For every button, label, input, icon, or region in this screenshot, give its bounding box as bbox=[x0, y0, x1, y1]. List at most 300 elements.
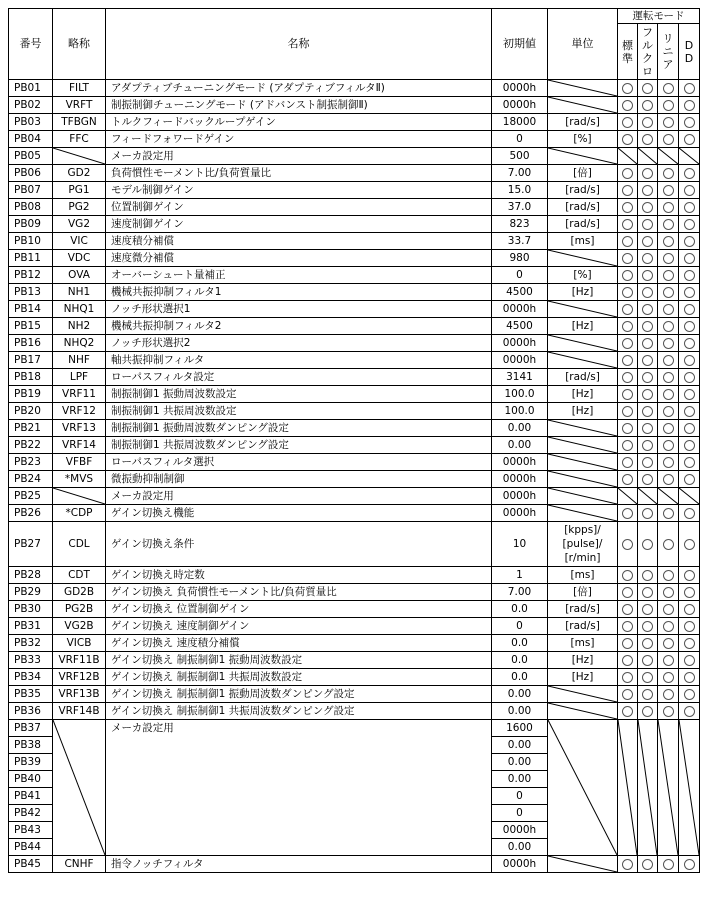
param-init: 100.0 bbox=[492, 403, 548, 420]
reserved-mode-slash bbox=[638, 720, 657, 855]
applicable-circle-icon bbox=[684, 587, 695, 598]
mode-applicable-cell bbox=[679, 618, 700, 635]
applicable-circle-icon bbox=[684, 355, 695, 366]
param-abbr: FFC bbox=[53, 131, 106, 148]
param-no: PB22 bbox=[9, 437, 53, 454]
applicable-circle-icon bbox=[663, 321, 674, 332]
mode-applicable-cell bbox=[658, 386, 679, 403]
param-abbr bbox=[53, 148, 106, 165]
param-abbr: NH1 bbox=[53, 284, 106, 301]
param-name: ローパスフィルタ設定 bbox=[106, 369, 492, 386]
param-unit: [Hz] bbox=[548, 386, 618, 403]
applicable-circle-icon bbox=[622, 638, 633, 649]
param-init: 0000h bbox=[492, 80, 548, 97]
header-mode-char: 準 bbox=[622, 51, 633, 65]
param-no: PB32 bbox=[9, 635, 53, 652]
param-init: 0000h bbox=[492, 335, 548, 352]
param-abbr: VFBF bbox=[53, 454, 106, 471]
reserved-abbr-cell bbox=[53, 720, 106, 856]
mode-applicable-cell bbox=[658, 522, 679, 567]
mode-applicable-cell bbox=[658, 131, 679, 148]
param-name: 速度微分補償 bbox=[106, 250, 492, 267]
param-init: 823 bbox=[492, 216, 548, 233]
applicable-circle-icon bbox=[663, 202, 674, 213]
param-name: トルクフィードバックループゲイン bbox=[106, 114, 492, 131]
param-abbr: *CDP bbox=[53, 505, 106, 522]
param-init: 500 bbox=[492, 148, 548, 165]
mode-applicable-cell bbox=[618, 471, 638, 488]
applicable-circle-icon bbox=[684, 134, 695, 145]
mode-applicable-cell bbox=[658, 584, 679, 601]
param-abbr: CDT bbox=[53, 567, 106, 584]
parameter-row bbox=[9, 635, 700, 652]
applicable-circle-icon bbox=[642, 134, 653, 145]
header-mode-char: 標 bbox=[622, 38, 633, 52]
mode-applicable-cell bbox=[638, 618, 658, 635]
mode-applicable-cell bbox=[618, 584, 638, 601]
param-init: 18000 bbox=[492, 114, 548, 131]
param-no: PB13 bbox=[9, 284, 53, 301]
param-unit: [rad/s] bbox=[548, 182, 618, 199]
applicable-circle-icon bbox=[684, 621, 695, 632]
applicable-circle-icon bbox=[622, 423, 633, 434]
applicable-circle-icon bbox=[622, 389, 633, 400]
applicable-circle-icon bbox=[663, 83, 674, 94]
param-unit bbox=[548, 301, 618, 318]
mode-applicable-cell bbox=[658, 114, 679, 131]
param-name: ゲイン切換え 速度制御ゲイン bbox=[106, 618, 492, 635]
param-name: メーカ設定用 bbox=[106, 148, 492, 165]
applicable-circle-icon bbox=[684, 474, 695, 485]
mode-applicable-cell bbox=[679, 454, 700, 471]
param-name: 制振制御1 共振周波数ダンピング設定 bbox=[106, 437, 492, 454]
parameter-row bbox=[9, 80, 700, 97]
param-name: モデル制御ゲイン bbox=[106, 182, 492, 199]
applicable-circle-icon bbox=[663, 457, 674, 468]
param-init: 0.00 bbox=[492, 839, 548, 856]
param-init: 0.00 bbox=[492, 737, 548, 754]
param-abbr: VRF13 bbox=[53, 420, 106, 437]
applicable-circle-icon bbox=[642, 689, 653, 700]
mode-applicable-cell bbox=[638, 652, 658, 669]
applicable-circle-icon bbox=[684, 117, 695, 128]
mode-applicable-cell bbox=[618, 618, 638, 635]
header-mode-char: ニ bbox=[662, 45, 674, 58]
mode-applicable-cell bbox=[679, 233, 700, 250]
param-no: PB16 bbox=[9, 335, 53, 352]
mode-applicable-cell bbox=[679, 669, 700, 686]
reserved-mode-slash bbox=[679, 720, 699, 855]
unit-slash bbox=[548, 80, 617, 96]
mode-applicable-cell bbox=[618, 703, 638, 720]
mode-applicable-cell bbox=[618, 669, 638, 686]
param-no: PB38 bbox=[9, 737, 53, 754]
param-no: PB27 bbox=[9, 522, 53, 567]
mode-applicable-cell bbox=[638, 386, 658, 403]
applicable-circle-icon bbox=[684, 236, 695, 247]
param-unit: [rad/s] bbox=[548, 618, 618, 635]
mode-applicable-cell bbox=[679, 199, 700, 216]
mode-applicable-cell bbox=[658, 318, 679, 335]
param-no: PB37 bbox=[9, 720, 53, 737]
param-init: 100.0 bbox=[492, 386, 548, 403]
mode-not-applicable-cell bbox=[679, 488, 700, 505]
param-no: PB08 bbox=[9, 199, 53, 216]
applicable-circle-icon bbox=[684, 372, 695, 383]
param-init: 0 bbox=[492, 131, 548, 148]
param-abbr: GD2B bbox=[53, 584, 106, 601]
applicable-circle-icon bbox=[663, 423, 674, 434]
applicable-circle-icon bbox=[642, 117, 653, 128]
applicable-circle-icon bbox=[642, 457, 653, 468]
applicable-circle-icon bbox=[684, 338, 695, 349]
applicable-circle-icon bbox=[684, 287, 695, 298]
header-mode-char: リ bbox=[662, 32, 674, 45]
mode-applicable-cell bbox=[618, 686, 638, 703]
param-init: 0000h bbox=[492, 97, 548, 114]
mode-applicable-cell bbox=[679, 267, 700, 284]
param-unit: [Hz] bbox=[548, 284, 618, 301]
applicable-circle-icon bbox=[622, 236, 633, 247]
parameter-row bbox=[9, 267, 700, 284]
param-no: PB30 bbox=[9, 601, 53, 618]
param-init: 0.00 bbox=[492, 420, 548, 437]
header-mode-char: D bbox=[684, 51, 694, 65]
mode-applicable-cell bbox=[679, 335, 700, 352]
mode-applicable-cell bbox=[618, 652, 638, 669]
param-name: ゲイン切換え 制振制御1 共振周波数設定 bbox=[106, 669, 492, 686]
unit-slash bbox=[548, 488, 617, 504]
mode-not-applicable-cell bbox=[638, 148, 658, 165]
param-name: 負荷慣性モーメント比/負荷質量比 bbox=[106, 165, 492, 182]
applicable-circle-icon bbox=[684, 440, 695, 451]
parameter-row bbox=[9, 584, 700, 601]
parameter-row bbox=[9, 97, 700, 114]
param-no: PB40 bbox=[9, 771, 53, 788]
param-init: 0.0 bbox=[492, 635, 548, 652]
param-unit bbox=[548, 522, 618, 567]
reserved-unit-cell bbox=[548, 720, 618, 856]
mode-applicable-cell bbox=[679, 686, 700, 703]
param-abbr: VRF13B bbox=[53, 686, 106, 703]
applicable-circle-icon bbox=[642, 100, 653, 111]
parameter-row bbox=[9, 352, 700, 369]
mode-applicable-cell bbox=[638, 369, 658, 386]
unit-slash bbox=[548, 250, 617, 266]
parameter-row bbox=[9, 703, 700, 720]
param-abbr: VG2B bbox=[53, 618, 106, 635]
mode-applicable-cell bbox=[638, 250, 658, 267]
param-unit bbox=[548, 335, 618, 352]
mode-applicable-cell bbox=[618, 165, 638, 182]
applicable-circle-icon bbox=[684, 321, 695, 332]
applicable-circle-icon bbox=[684, 185, 695, 196]
param-name: 機械共振抑制フィルタ2 bbox=[106, 318, 492, 335]
param-init: 0.0 bbox=[492, 669, 548, 686]
mode-applicable-cell bbox=[618, 420, 638, 437]
parameter-row bbox=[9, 471, 700, 488]
mode-applicable-cell bbox=[679, 284, 700, 301]
applicable-circle-icon bbox=[663, 219, 674, 230]
param-init: 3141 bbox=[492, 369, 548, 386]
mode-applicable-cell bbox=[638, 437, 658, 454]
param-init: 0.00 bbox=[492, 686, 548, 703]
mode-applicable-cell bbox=[658, 233, 679, 250]
applicable-circle-icon bbox=[663, 587, 674, 598]
param-name: ノッチ形状選択2 bbox=[106, 335, 492, 352]
param-init: 15.0 bbox=[492, 182, 548, 199]
applicable-circle-icon bbox=[663, 621, 674, 632]
applicable-circle-icon bbox=[663, 689, 674, 700]
parameter-row bbox=[9, 165, 700, 182]
mode-applicable-cell bbox=[618, 301, 638, 318]
param-unit: [倍] bbox=[548, 165, 618, 182]
reserved-unit-slash bbox=[548, 720, 617, 855]
applicable-circle-icon bbox=[642, 168, 653, 179]
applicable-circle-icon bbox=[663, 270, 674, 281]
param-abbr: CNHF bbox=[53, 856, 106, 873]
applicable-circle-icon bbox=[642, 655, 653, 666]
param-no: PB20 bbox=[9, 403, 53, 420]
mode-not-applicable-cell bbox=[618, 148, 638, 165]
unit-slash bbox=[548, 505, 617, 521]
mode-slash bbox=[618, 148, 637, 164]
mode-not-applicable-cell bbox=[679, 148, 700, 165]
mode-applicable-cell bbox=[618, 267, 638, 284]
applicable-circle-icon bbox=[622, 689, 633, 700]
applicable-circle-icon bbox=[642, 423, 653, 434]
param-no: PB15 bbox=[9, 318, 53, 335]
parameter-row bbox=[9, 856, 700, 873]
param-init: 0 bbox=[492, 788, 548, 805]
param-no: PB18 bbox=[9, 369, 53, 386]
applicable-circle-icon bbox=[642, 236, 653, 247]
applicable-circle-icon bbox=[622, 604, 633, 615]
param-no: PB02 bbox=[9, 97, 53, 114]
mode-applicable-cell bbox=[658, 454, 679, 471]
param-abbr: NH2 bbox=[53, 318, 106, 335]
applicable-circle-icon bbox=[684, 389, 695, 400]
applicable-circle-icon bbox=[663, 355, 674, 366]
applicable-circle-icon bbox=[622, 539, 633, 550]
mode-applicable-cell bbox=[638, 284, 658, 301]
param-init: 0.00 bbox=[492, 754, 548, 771]
mode-applicable-cell bbox=[658, 301, 679, 318]
reserved-abbr-slash bbox=[53, 720, 105, 855]
mode-applicable-cell bbox=[658, 199, 679, 216]
unit-line: [r/min] bbox=[564, 552, 601, 564]
mode-applicable-cell bbox=[658, 601, 679, 618]
mode-applicable-cell bbox=[638, 165, 658, 182]
parameter-table bbox=[8, 8, 700, 873]
mode-applicable-cell bbox=[679, 420, 700, 437]
param-unit: [ms] bbox=[548, 635, 618, 652]
param-name: ゲイン切換え 制振制御1 共振周波数ダンピング設定 bbox=[106, 703, 492, 720]
param-name: ノッチ形状選択1 bbox=[106, 301, 492, 318]
parameter-row bbox=[9, 114, 700, 131]
mode-applicable-cell bbox=[679, 567, 700, 584]
applicable-circle-icon bbox=[622, 219, 633, 230]
applicable-circle-icon bbox=[642, 372, 653, 383]
param-no: PB14 bbox=[9, 301, 53, 318]
mode-applicable-cell bbox=[658, 267, 679, 284]
param-abbr: PG2B bbox=[53, 601, 106, 618]
applicable-circle-icon bbox=[642, 406, 653, 417]
applicable-circle-icon bbox=[663, 638, 674, 649]
parameter-row bbox=[9, 148, 700, 165]
mode-applicable-cell bbox=[618, 856, 638, 873]
mode-applicable-cell bbox=[658, 352, 679, 369]
param-unit: [ms] bbox=[548, 567, 618, 584]
param-unit bbox=[548, 148, 618, 165]
param-abbr: VRF12 bbox=[53, 403, 106, 420]
parameter-row bbox=[9, 199, 700, 216]
param-unit: [rad/s] bbox=[548, 114, 618, 131]
reserved-row bbox=[9, 720, 700, 737]
param-init: 0 bbox=[492, 267, 548, 284]
parameter-row bbox=[9, 437, 700, 454]
parameter-row bbox=[9, 505, 700, 522]
mode-applicable-cell bbox=[658, 618, 679, 635]
param-no: PB28 bbox=[9, 567, 53, 584]
applicable-circle-icon bbox=[642, 83, 653, 94]
unit-slash bbox=[548, 97, 617, 113]
parameter-row bbox=[9, 403, 700, 420]
param-name: 指令ノッチフィルタ bbox=[106, 856, 492, 873]
param-no: PB25 bbox=[9, 488, 53, 505]
param-init: 33.7 bbox=[492, 233, 548, 250]
header-unit: 単位 bbox=[548, 9, 618, 80]
param-abbr: NHF bbox=[53, 352, 106, 369]
applicable-circle-icon bbox=[622, 474, 633, 485]
applicable-circle-icon bbox=[642, 638, 653, 649]
applicable-circle-icon bbox=[663, 655, 674, 666]
parameter-row bbox=[9, 601, 700, 618]
applicable-circle-icon bbox=[642, 706, 653, 717]
param-unit bbox=[548, 97, 618, 114]
param-no: PB43 bbox=[9, 822, 53, 839]
mode-applicable-cell bbox=[679, 584, 700, 601]
mode-applicable-cell bbox=[618, 522, 638, 567]
applicable-circle-icon bbox=[663, 672, 674, 683]
mode-applicable-cell bbox=[658, 652, 679, 669]
param-abbr: PG1 bbox=[53, 182, 106, 199]
param-init: 0 bbox=[492, 805, 548, 822]
applicable-circle-icon bbox=[622, 859, 633, 870]
header-mode-fullclosed bbox=[638, 24, 658, 80]
applicable-circle-icon bbox=[663, 236, 674, 247]
parameter-row bbox=[9, 669, 700, 686]
param-name: 制振制御1 振動周波数ダンピング設定 bbox=[106, 420, 492, 437]
applicable-circle-icon bbox=[622, 508, 633, 519]
mode-applicable-cell bbox=[679, 386, 700, 403]
mode-applicable-cell bbox=[618, 131, 638, 148]
applicable-circle-icon bbox=[663, 604, 674, 615]
applicable-circle-icon bbox=[684, 253, 695, 264]
param-name: オーバーシュート量補正 bbox=[106, 267, 492, 284]
unit-slash bbox=[548, 856, 617, 872]
applicable-circle-icon bbox=[663, 287, 674, 298]
mode-applicable-cell bbox=[658, 635, 679, 652]
header-mode-dd bbox=[679, 24, 700, 80]
applicable-circle-icon bbox=[663, 304, 674, 315]
mode-applicable-cell bbox=[658, 250, 679, 267]
applicable-circle-icon bbox=[684, 604, 695, 615]
applicable-circle-icon bbox=[663, 338, 674, 349]
unit-slash bbox=[548, 420, 617, 436]
param-name: アダプティブチューニングモード (アダプティブフィルタⅡ) bbox=[106, 80, 492, 97]
parameter-row bbox=[9, 182, 700, 199]
param-name: ゲイン切換え 位置制御ゲイン bbox=[106, 601, 492, 618]
param-name: 制振制御1 共振周波数設定 bbox=[106, 403, 492, 420]
mode-applicable-cell bbox=[618, 97, 638, 114]
applicable-circle-icon bbox=[663, 100, 674, 111]
mode-applicable-cell bbox=[638, 199, 658, 216]
param-name: ゲイン切換え条件 bbox=[106, 522, 492, 567]
parameter-row bbox=[9, 522, 700, 567]
applicable-circle-icon bbox=[622, 406, 633, 417]
mode-applicable-cell bbox=[679, 856, 700, 873]
param-no: PB03 bbox=[9, 114, 53, 131]
param-no: PB44 bbox=[9, 839, 53, 856]
applicable-circle-icon bbox=[663, 389, 674, 400]
applicable-circle-icon bbox=[622, 168, 633, 179]
mode-applicable-cell bbox=[679, 601, 700, 618]
mode-slash bbox=[658, 148, 678, 164]
applicable-circle-icon bbox=[663, 372, 674, 383]
param-no: PB31 bbox=[9, 618, 53, 635]
param-no: PB19 bbox=[9, 386, 53, 403]
applicable-circle-icon bbox=[642, 389, 653, 400]
param-init: 4500 bbox=[492, 284, 548, 301]
parameter-row bbox=[9, 618, 700, 635]
param-name: フィードフォワードゲイン bbox=[106, 131, 492, 148]
mode-applicable-cell bbox=[679, 182, 700, 199]
mode-applicable-cell bbox=[618, 437, 638, 454]
param-init: 1 bbox=[492, 567, 548, 584]
unit-slash bbox=[548, 703, 617, 719]
applicable-circle-icon bbox=[684, 689, 695, 700]
mode-applicable-cell bbox=[658, 471, 679, 488]
applicable-circle-icon bbox=[684, 859, 695, 870]
param-no: PB45 bbox=[9, 856, 53, 873]
mode-applicable-cell bbox=[679, 635, 700, 652]
param-abbr: VIC bbox=[53, 233, 106, 250]
mode-applicable-cell bbox=[679, 80, 700, 97]
param-name: 微振動抑制制御 bbox=[106, 471, 492, 488]
applicable-circle-icon bbox=[622, 100, 633, 111]
param-no: PB10 bbox=[9, 233, 53, 250]
applicable-circle-icon bbox=[622, 338, 633, 349]
param-abbr: NHQ1 bbox=[53, 301, 106, 318]
header-mode-char: ク bbox=[642, 51, 653, 65]
abbr-slash bbox=[53, 148, 105, 164]
header-init: 初期値 bbox=[492, 9, 548, 80]
param-abbr: NHQ2 bbox=[53, 335, 106, 352]
param-abbr: VDC bbox=[53, 250, 106, 267]
header-no: 番号 bbox=[9, 9, 53, 80]
unit-slash bbox=[548, 352, 617, 368]
parameter-row bbox=[9, 567, 700, 584]
mode-applicable-cell bbox=[618, 216, 638, 233]
mode-applicable-cell bbox=[638, 97, 658, 114]
applicable-circle-icon bbox=[642, 270, 653, 281]
param-abbr: FILT bbox=[53, 80, 106, 97]
mode-slash bbox=[618, 488, 637, 504]
mode-applicable-cell bbox=[638, 352, 658, 369]
applicable-circle-icon bbox=[622, 570, 633, 581]
mode-applicable-cell bbox=[658, 420, 679, 437]
